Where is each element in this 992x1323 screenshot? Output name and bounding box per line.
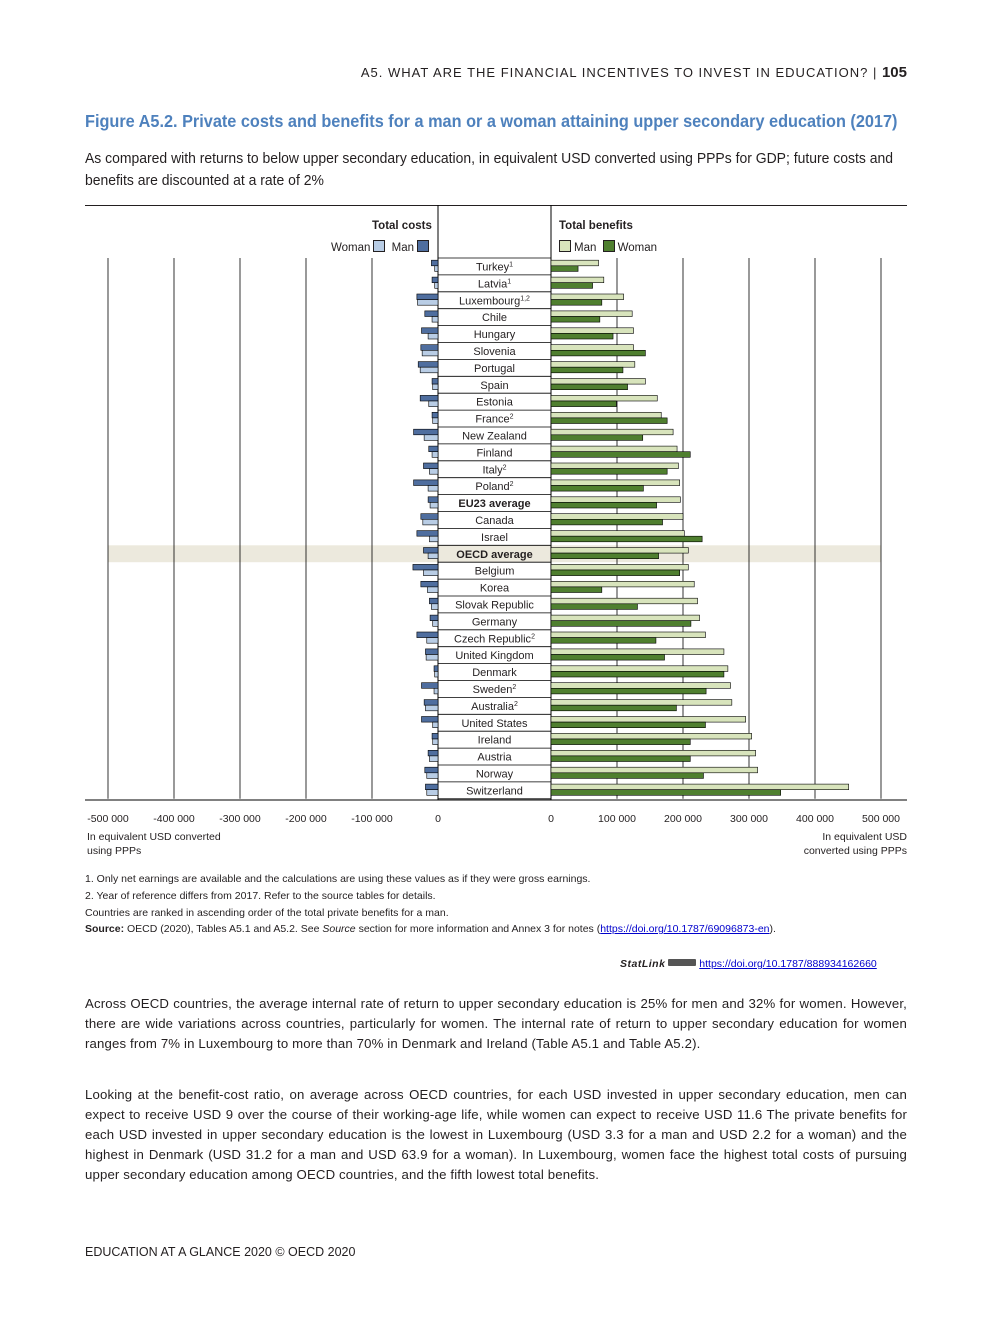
source-italic: Source — [322, 923, 356, 935]
cost-bar-woman — [427, 587, 438, 593]
cost-bar-man — [431, 260, 438, 266]
benefit-bar-woman — [551, 317, 600, 323]
cost-bar-woman — [430, 502, 438, 508]
benefit-bar-man — [551, 412, 661, 418]
cost-bar-woman — [435, 283, 438, 289]
cost-bar-man — [425, 649, 438, 655]
cost-bar-woman — [424, 435, 438, 441]
cost-bar-woman — [432, 317, 438, 323]
legend-man-cost-label: Man — [391, 242, 414, 254]
country-label: Chile — [481, 312, 508, 325]
cost-bar-man — [413, 564, 438, 570]
benefit-bar-man — [551, 531, 684, 537]
country-footnote-mark: 2 — [509, 413, 514, 421]
benefit-bar-man — [551, 700, 732, 706]
benefit-bar-man — [551, 379, 645, 385]
benefit-bar-woman — [551, 418, 667, 424]
cost-bar-woman — [423, 570, 438, 576]
legend-woman-cost-label: Woman — [331, 242, 371, 254]
country-label: Australia$^2$ — [471, 700, 518, 713]
benefit-bar-man — [551, 632, 705, 638]
benefit-bar-man — [551, 767, 758, 773]
benefit-bar-man — [551, 717, 746, 723]
country-footnote-mark: 2 — [531, 633, 535, 641]
cost-bar-woman — [428, 486, 438, 492]
country-label: Turkey$^1$ — [475, 261, 514, 274]
country-label: Belgium — [474, 565, 515, 578]
costs-panel-title: Total costs — [372, 220, 432, 232]
benefit-bar-woman — [551, 587, 602, 593]
country-label: Germany — [471, 616, 518, 629]
benefit-bar-man — [551, 311, 632, 317]
benefit-bar-woman — [551, 739, 690, 745]
footnote-1: 1. Only net earnings are available and the calculations are using these values as if they were gross earnings. — [85, 873, 591, 885]
benefit-bar-man — [551, 497, 680, 503]
country-label: Czech Republic$^2$ — [454, 633, 535, 646]
benefit-bar-man — [551, 260, 599, 266]
source-text-a: OECD (2020), Tables A5.1 and A5.2. See — [127, 923, 320, 935]
benefit-bar-woman — [551, 638, 656, 644]
cost-bar-man — [423, 548, 438, 554]
benefit-bar-woman — [551, 401, 616, 407]
cost-bar-man — [423, 463, 438, 469]
cost-bar-man — [421, 514, 438, 520]
benefit-bar-woman — [551, 570, 680, 576]
body-paragraph-2: Looking at the benefit-cost ratio, on average across OECD countries, for each USD invested in upper secondary education, men can expect to receive USD 9 over the course of their working-age life, while women can expect to receive USD 11.6 The private benefits for each USD invested in upper secondary education is the lowest in Luxembourg (USD 3.3 for a man and USD 2.2 for a woman) and the highest in Denmark (USD 31.2 for a man and USD 63.9 for a woman). In Luxembourg, women face the highest total costs of pursuing upper secondary education among OECD countries, and the fifth lowest total benefits. — [85, 1087, 907, 1182]
country-label: New Zealand — [462, 430, 527, 443]
cost-bar-woman — [433, 621, 438, 627]
ranking-note: Countries are ranked in ascending order of the total private benefits for a man. — [85, 907, 449, 919]
benefits-tick-label: 400 000 — [796, 813, 834, 825]
benefit-bar-woman — [551, 519, 663, 525]
cost-bar-man — [425, 767, 438, 773]
costs-tick-label: -200 000 — [285, 813, 327, 825]
page-footer: EDUCATION AT A GLANCE 2020 © OECD 2020 — [85, 1245, 356, 1259]
legend-woman-benefit-label: Woman — [617, 242, 657, 254]
benefit-bar-man — [551, 548, 688, 554]
country-label: Austria — [477, 751, 512, 764]
country-footnote-mark: 1 — [509, 261, 514, 269]
page-number: 105 — [881, 64, 907, 81]
country-label: Portugal — [474, 362, 515, 375]
benefit-bar-man — [551, 615, 700, 621]
benefit-bar-man — [551, 328, 634, 334]
cost-bar-woman — [425, 705, 438, 711]
statlink-label: StatLink — [620, 958, 666, 970]
statlink-url[interactable]: https://doi.org/10.1787/888934162660 — [699, 958, 877, 970]
cost-bar-woman — [433, 418, 438, 424]
cost-bar-woman — [422, 350, 438, 356]
benefit-bar-woman — [551, 553, 659, 559]
benefit-bar-woman — [551, 705, 676, 711]
benefits-tick-label: 500 000 — [862, 813, 900, 825]
benefit-bar-woman — [551, 502, 657, 508]
country-label: Estonia — [476, 396, 513, 409]
benefit-bar-woman — [551, 688, 706, 694]
cost-bar-man — [422, 683, 439, 689]
benefit-bar-man — [551, 581, 694, 587]
cost-bar-man — [432, 379, 438, 385]
header-separator: | — [872, 65, 878, 80]
costs-axis-note: In equivalent USD converted using PPPs — [87, 831, 221, 857]
benefit-bar-man — [551, 395, 657, 401]
cost-bar-woman — [429, 536, 438, 542]
benefits-axis-note: In equivalent USD converted using PPPs — [803, 831, 907, 857]
source-note — [85, 923, 776, 935]
country-footnote-mark: 2 — [512, 684, 517, 691]
country-label: Denmark — [472, 667, 517, 680]
benefit-bar-man — [551, 463, 678, 469]
source-text-b: section for more information and Annex 3 for notes ( — [358, 923, 601, 935]
benefit-bar-woman — [551, 452, 690, 458]
country-footnote-mark: 1,2 — [520, 295, 530, 303]
cost-bar-man — [420, 395, 438, 401]
benefit-bar-man — [551, 666, 728, 672]
costs-tick-label: -300 000 — [219, 813, 261, 825]
country-label: Slovenia — [473, 346, 516, 358]
benefit-bar-woman — [551, 655, 665, 661]
benefit-bar-woman — [551, 300, 602, 306]
benefit-bar-man — [551, 733, 752, 739]
benefit-bar-woman — [551, 367, 623, 373]
benefit-bar-man — [551, 294, 624, 300]
costs-tick-label: -500 000 — [87, 813, 129, 825]
cost-bar-man — [428, 497, 438, 503]
benefit-bar-man — [551, 277, 604, 283]
country-label: Sweden$^2$ — [472, 684, 517, 696]
benefits-panel-title: Total benefits — [559, 220, 633, 232]
cost-bar-woman — [433, 722, 438, 728]
country-footnote-mark: 1 — [507, 278, 512, 286]
country-label: Spain — [480, 379, 509, 392]
benefit-bar-man — [551, 784, 849, 790]
cost-bar-woman — [429, 401, 438, 407]
cost-bar-woman — [427, 790, 438, 796]
benefit-bar-man — [551, 564, 688, 570]
legend-man-benefit-label: Man — [574, 242, 597, 254]
cost-bar-woman — [427, 638, 438, 644]
benefit-bar-man — [551, 683, 731, 689]
country-footnote-mark: 2 — [502, 464, 507, 472]
costs-tick-label: 0 — [435, 813, 441, 825]
benefit-bar-woman — [551, 283, 593, 289]
benefit-bar-woman — [551, 536, 702, 542]
cost-bar-man — [418, 362, 438, 368]
cost-bar-woman — [432, 452, 438, 458]
cost-bar-man — [432, 733, 438, 739]
benefit-bar-man — [551, 446, 677, 452]
cost-bar-woman — [429, 756, 438, 762]
figure-subtitle: As compared with returns to below upper secondary education, in equivalent USD converted using PPPs for GDP; future costs and benefits are discounted at a rate of 2% — [85, 150, 893, 189]
cost-bar-man — [432, 412, 438, 418]
cost-bar-man — [425, 311, 438, 317]
cost-bar-man — [421, 345, 438, 351]
benefit-bar-woman — [551, 621, 691, 627]
statlink-logo-icon — [668, 959, 696, 966]
cost-bar-woman — [427, 773, 438, 779]
footnote-2: 2. Year of reference differs from 2017. Refer to the source tables for details. — [85, 890, 436, 902]
country-label: Luxembourg$^{1,2}$ — [459, 295, 530, 308]
benefit-bar-man — [551, 362, 635, 368]
country-footnote-mark: 2 — [509, 481, 514, 489]
benefit-bar-woman — [551, 266, 578, 272]
cost-bar-woman — [429, 469, 438, 475]
benefit-bar-woman — [551, 604, 637, 610]
benefit-bar-woman — [551, 333, 613, 339]
cost-bar-man — [421, 581, 438, 587]
cost-bar-man — [430, 615, 438, 621]
source-doi-link[interactable]: https://doi.org/10.1787/69096873-en — [600, 923, 770, 935]
country-label: Italy$^2$ — [482, 464, 507, 477]
cost-bar-man — [417, 531, 438, 537]
header-section: A5. WHAT ARE THE FINANCIAL INCENTIVES TO INVEST IN EDUCATION? — [360, 65, 869, 80]
benefit-bar-man — [551, 345, 634, 351]
benefit-bar-woman — [551, 350, 645, 356]
cost-bar-woman — [435, 266, 438, 272]
cost-bar-woman — [435, 671, 438, 677]
country-label: Finland — [476, 447, 513, 460]
benefit-bar-man — [551, 480, 680, 486]
country-label: OECD average — [456, 548, 533, 561]
benefit-bar-woman — [551, 790, 781, 796]
cost-bar-man — [425, 784, 438, 790]
cost-bar-woman — [423, 519, 438, 525]
cost-bar-man — [414, 429, 438, 435]
benefits-tick-label: 300 000 — [730, 813, 768, 825]
benefit-bar-woman — [551, 722, 705, 728]
benefits-tick-label: 0 — [548, 813, 554, 825]
costs-tick-label: -400 000 — [153, 813, 195, 825]
statlink — [620, 958, 877, 970]
country-footnote-mark: 2 — [513, 700, 518, 708]
country-label: Hungary — [473, 329, 516, 342]
figure-title: Figure A5.2. Private costs and benefits for a man or a woman attaining upper secondary education (2017) — [85, 111, 898, 131]
cost-bar-man — [424, 700, 438, 706]
source-text-end: ). — [769, 923, 776, 935]
benefit-bar-man — [551, 750, 756, 756]
cost-bar-woman — [431, 604, 438, 610]
benefit-bar-man — [551, 598, 698, 604]
country-label: Ireland — [477, 734, 512, 747]
source-label: Source: — [85, 923, 125, 935]
country-label: EU23 average — [458, 498, 531, 511]
cost-bar-woman — [418, 300, 438, 306]
benefit-bar-woman — [551, 469, 667, 475]
country-label: United Kingdom — [455, 650, 534, 663]
cost-bar-man — [417, 294, 438, 300]
benefits-tick-label: 100 000 — [598, 813, 636, 825]
country-label: Canada — [475, 515, 514, 527]
country-label: Israel — [481, 531, 508, 544]
cost-bar-woman — [433, 384, 438, 390]
country-label: Poland$^2$ — [475, 481, 514, 494]
cost-bar-man — [432, 277, 438, 283]
cost-bar-woman — [420, 367, 438, 373]
cost-bar-man — [434, 666, 438, 672]
benefits-tick-label: 200 000 — [664, 813, 702, 825]
country-label: Korea — [479, 582, 510, 595]
country-label: Switzerland — [466, 785, 523, 798]
costs-tick-label: -100 000 — [351, 813, 393, 825]
cost-bar-woman — [434, 688, 438, 694]
country-label: Norway — [475, 768, 514, 781]
body-paragraph-1: Across OECD countries, the average internal rate of return to upper secondary education is 25% for men and 32% for women. However, there are wide variations across countries, particularly for women. The internal rate of return to upper secondary education for women ranges from 7% in Luxembourg to more than 70% in Denmark and Ireland (Table A5.1 and Table A5.2). — [85, 996, 907, 1051]
cost-bar-man — [428, 750, 438, 756]
benefit-bar-woman — [551, 756, 690, 762]
cost-bar-woman — [428, 553, 438, 559]
cost-bar-man — [422, 328, 439, 334]
benefit-bar-woman — [551, 671, 724, 677]
cost-bar-woman — [428, 333, 438, 339]
cost-bar-man — [417, 632, 438, 638]
cost-bar-man — [414, 480, 438, 486]
benefit-bar-woman — [551, 773, 703, 779]
benefit-bar-man — [551, 429, 673, 435]
country-label: Slovak Republic — [455, 599, 534, 612]
country-label: United States — [461, 717, 528, 730]
benefit-bar-man — [551, 649, 724, 655]
cost-bar-woman — [433, 739, 438, 745]
cost-bar-man — [429, 598, 438, 604]
country-label: France$^2$ — [475, 413, 514, 426]
benefit-bar-woman — [551, 384, 628, 390]
cost-bar-man — [429, 446, 438, 452]
benefit-bar-man — [551, 514, 683, 520]
cost-bar-man — [422, 717, 439, 723]
benefit-bar-woman — [551, 435, 643, 441]
benefit-bar-woman — [551, 486, 643, 492]
cost-bar-woman — [426, 655, 438, 661]
country-label: Latvia$^1$ — [477, 278, 512, 291]
